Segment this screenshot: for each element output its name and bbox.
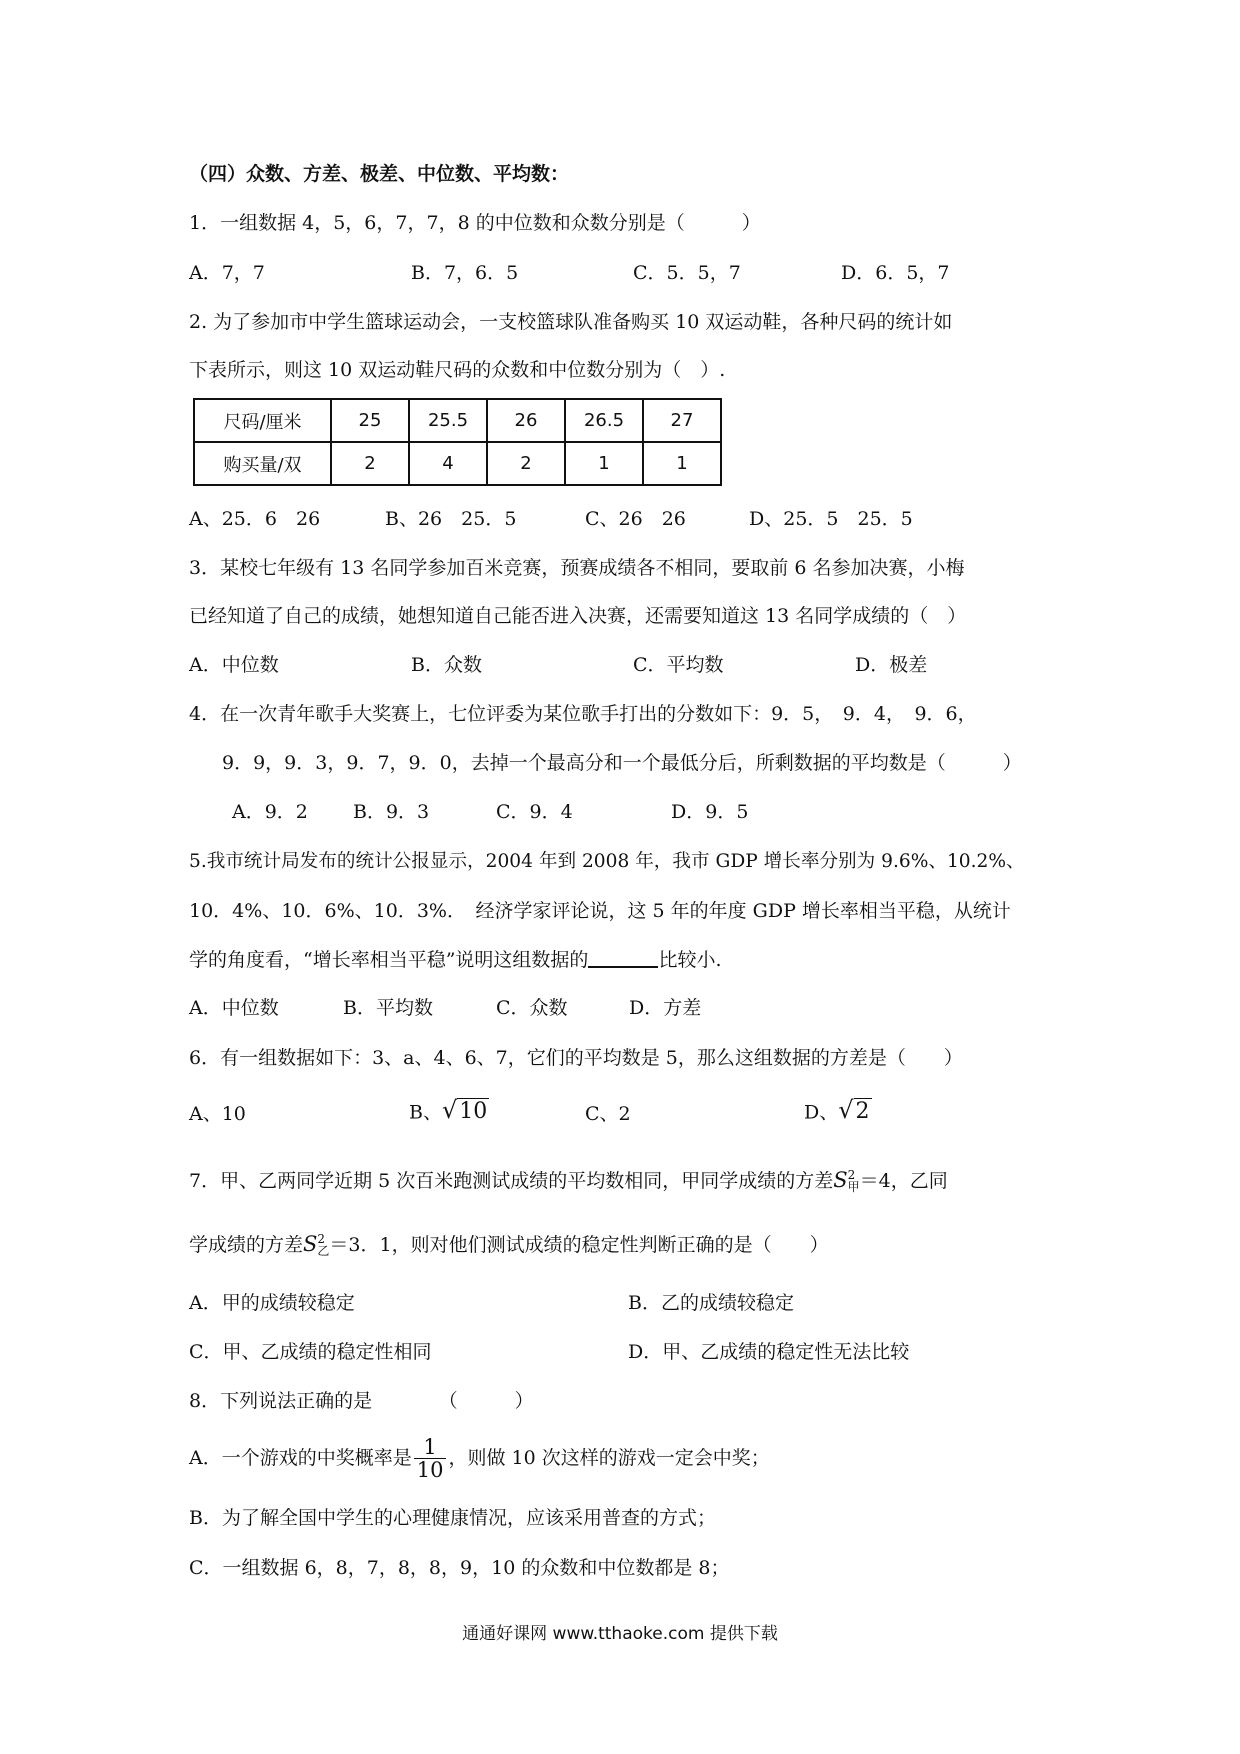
q3-option-c: C．平均数	[633, 654, 724, 676]
q8-option-a-prefix: A．一个游戏的中奖概率是	[189, 1447, 412, 1470]
q5-stem-line3	[189, 950, 721, 970]
q1-stem: 1．一组数据 4，5，6，7，7，8 的中位数和众数分别是（ ）	[189, 212, 761, 234]
q4-option-b: B．9．3	[353, 801, 430, 823]
table-row	[194, 442, 721, 485]
q7-line2	[189, 1234, 829, 1257]
q5-stem-line1: 5.我市统计局发布的统计公报显示，2004 年到 2008 年，我市 GDP 增长率分别为 9.6%、10.2%、	[189, 851, 1025, 872]
variance-letter: S	[833, 1168, 848, 1192]
variance-subscript: 乙	[317, 1243, 330, 1258]
variance-subscript: 甲	[847, 1179, 860, 1194]
table-cell: 2	[331, 442, 409, 485]
answer-blank	[588, 950, 658, 968]
variance-symbol-jia	[833, 1168, 859, 1192]
q6-option-b	[409, 1098, 489, 1123]
q4-option-d: D．9．5	[671, 801, 749, 823]
table-cell: 2	[487, 442, 565, 485]
shoe-size-table	[193, 398, 722, 486]
q7-option-a: A．甲的成绩较稳定	[189, 1292, 355, 1314]
variance-exponent: 2	[317, 1232, 326, 1247]
q6-option-d	[804, 1098, 872, 1123]
q1-option-d: D．6．5，7	[841, 262, 950, 284]
q1-option-c: C．5．5，7	[633, 262, 741, 284]
table-cell: 1	[643, 442, 721, 485]
radicand: 10	[459, 1099, 488, 1124]
radicand: 2	[855, 1099, 870, 1124]
q6-option-c: C、2	[585, 1103, 631, 1125]
fraction-denominator: 10	[416, 1458, 444, 1483]
q3-option-a: A．中位数	[189, 654, 279, 676]
table-cell: 25	[331, 399, 409, 442]
q6-option-a: A、10	[189, 1103, 246, 1125]
q2-option-d: D、25．5 25．5	[749, 508, 913, 530]
q1-option-b: B．7，6．5	[411, 262, 519, 284]
table-cell: 27	[643, 399, 721, 442]
q2-option-b: B、26 25．5	[385, 508, 517, 530]
q2-option-c: C、26 26	[585, 508, 686, 530]
table-cell: 26	[487, 399, 565, 442]
table-cell: 1	[565, 442, 643, 485]
q5-option-d: D．方差	[629, 997, 702, 1019]
q4-option-a: A．9．2	[232, 801, 308, 823]
q7-line1-end: ＝4，乙同	[859, 1170, 948, 1192]
q5-stem-line3-end: 比较小.	[658, 949, 722, 971]
table-row	[194, 399, 721, 442]
fraction-numerator: 1	[414, 1436, 447, 1459]
q3-option-d: D．极差	[855, 654, 928, 676]
fraction	[414, 1436, 447, 1481]
section-title: （四）众数、方差、极差、中位数、平均数：	[189, 163, 570, 185]
q8-option-a-suffix: ，则做 10 次这样的游戏一定会中奖；	[448, 1447, 770, 1470]
q2-option-a: A、25．6 26	[189, 508, 321, 530]
q5-option-b: B．平均数	[343, 997, 433, 1019]
q3-stem-line2: 已经知道了自己的成绩，她想知道自己能否进入决赛，还需要知道这 13 名同学成绩的（ ）	[189, 605, 967, 627]
variance-letter: S	[303, 1232, 318, 1256]
table-cell: 4	[409, 442, 487, 485]
q8-option-a	[189, 1436, 770, 1481]
q7-option-d: D．甲、乙成绩的稳定性无法比较	[628, 1341, 910, 1363]
q5-option-a: A．中位数	[189, 997, 279, 1019]
q5-option-c: C．众数	[496, 997, 568, 1019]
q7-line1	[189, 1170, 948, 1193]
square-root: √10	[441, 1096, 488, 1124]
q7-option-b: B．乙的成绩较稳定	[628, 1292, 794, 1314]
q3-option-b: B．众数	[411, 654, 482, 676]
table-header-size: 尺码/厘米	[194, 399, 331, 442]
q4-stem-line1: 4．在一次青年歌手大奖赛上，七位评委为某位歌手打出的分数如下：9．5， 9．4， 9．6，	[189, 703, 977, 725]
table-cell: 25.5	[409, 399, 487, 442]
q5-stem-line3-start: 学的角度看，“增长率相当平稳”说明这组数据的	[189, 949, 589, 971]
q8-option-b: B．为了解全国中学生的心理健康情况，应该采用普查的方式；	[189, 1507, 716, 1529]
q3-stem-line1: 3．某校七年级有 13 名同学参加百米竞赛，预赛成绩各不相同，要取前 6 名参加决赛，小梅	[189, 557, 965, 579]
q7-option-c: C．甲、乙成绩的稳定性相同	[189, 1341, 432, 1363]
q4-option-c: C．9．4	[496, 801, 573, 823]
q4-stem-line2: 9．9，9．3，9．7，9．0，去掉一个最高分和一个最低分后，所剩数据的平均数是（ ）	[222, 752, 1022, 774]
q6-option-b-label: B、	[409, 1101, 442, 1124]
table-cell: 26.5	[565, 399, 643, 442]
square-root: √2	[838, 1096, 870, 1124]
q6-option-d-label: D、	[804, 1101, 839, 1124]
page-footer: 通通好课网 www.tthaoke.com 提供下载	[462, 1624, 778, 1644]
q7-line2-text: 学成绩的方差	[189, 1234, 304, 1256]
variance-indices	[317, 1234, 329, 1257]
q7-line1-text: 7．甲、乙两同学近期 5 次百米跑测试成绩的平均数相同，甲同学成绩的方差	[189, 1170, 834, 1192]
q8-option-c: C．一组数据 6，8，7，8，8，9，10 的众数和中位数都是 8；	[189, 1557, 730, 1579]
variance-exponent: 2	[847, 1168, 856, 1183]
q5-stem-line2: 10．4%、10．6%、10．3%． 经济学家评论说，这 5 年的年度 GDP 增长率相当平稳，从统计	[189, 900, 1011, 922]
variance-symbol-yi	[303, 1232, 329, 1256]
variance-indices	[848, 1170, 860, 1193]
q7-line2-end: ＝3．1，则对他们测试成绩的稳定性判断正确的是（ ）	[329, 1234, 829, 1256]
q1-option-a: A．7，7	[189, 262, 265, 284]
q8-stem: 8．下列说法正确的是 （ ）	[189, 1390, 534, 1412]
q2-stem-line2: 下表所示，则这 10 双运动鞋尺码的众数和中位数分别为（ ）.	[189, 359, 726, 381]
q2-stem-line1: 2. 为了参加市中学生篮球运动会，一支校篮球队准备购买 10 双运动鞋，各种尺码的统计如	[189, 311, 953, 333]
q6-stem: 6．有一组数据如下：3、a、4、6、7，它们的平均数是 5，那么这组数据的方差是（ ）	[189, 1047, 963, 1069]
table-header-quantity: 购买量/双	[194, 442, 331, 485]
